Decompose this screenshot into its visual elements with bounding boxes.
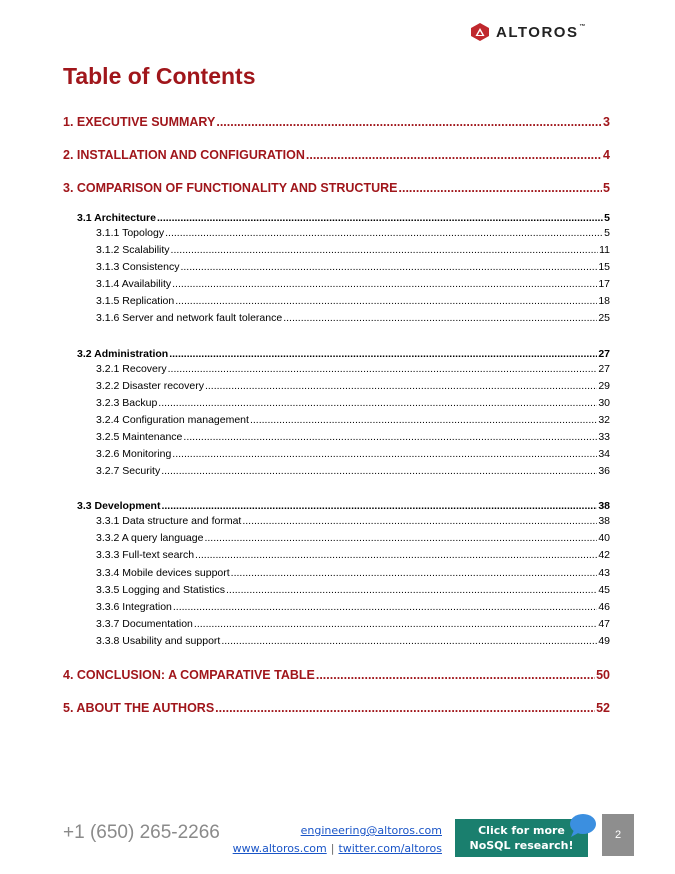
toc-entry-title: 3.1.3 Consistency [96,261,180,274]
toc-entry[interactable] [63,181,610,195]
footer-links [233,822,442,858]
toc-entry[interactable] [63,395,610,411]
toc-entry[interactable] [63,378,610,394]
toc-dot-leader [161,500,597,512]
toc-entry-page: 5 [603,181,610,195]
toc-dot-leader [221,633,597,649]
cta-line-1: Click for more [478,824,565,837]
toc-entry-page: 40 [598,532,610,545]
toc-entry[interactable] [63,276,610,292]
toc-entry[interactable] [63,565,610,581]
toc-entry-page: 5 [604,212,610,224]
toc-entry-title: 3.3.2 A query language [96,532,204,545]
toc-entry[interactable] [63,361,610,377]
toc-dot-leader [226,582,597,598]
altoros-logo-icon [470,22,490,42]
toc-entry[interactable] [63,259,610,275]
toc-entry-page: 34 [598,448,610,461]
toc-entry-title: 1. EXECUTIVE SUMMARY [63,115,216,129]
toc-entry-page: 47 [598,617,610,630]
website-link[interactable]: www.altoros.com [232,842,327,855]
altoros-logo [470,22,587,42]
toc-entry-title: 3.1.2 Scalability [96,244,170,257]
toc-entry-title: 3.1.1 Topology [96,227,165,239]
toc-dot-leader [180,259,597,275]
toc-dot-leader [316,668,595,682]
email-link[interactable]: engineering@altoros.com [300,824,442,837]
toc-entry-title: 3.3.5 Logging and Statistics [96,583,226,596]
toc-dot-leader [231,565,598,581]
page-number: 2 [602,814,634,856]
toc-entry-page: 33 [598,430,610,443]
toc-entry-page: 15 [598,261,610,274]
toc-entry-title: 3.3.1 Data structure and format [96,515,242,528]
toc-entry-page: 27 [598,362,610,375]
toc-entry-page: 5 [604,227,610,239]
toc-entry-title: 5. ABOUT THE AUTHORS [63,700,215,715]
toc-entry-title: 3.3.3 Full-text search [96,549,195,562]
toc-entry[interactable] [63,293,610,309]
toc-entry-page: 43 [598,566,610,579]
toc-entry-title: 3.3 Development [77,500,161,513]
toc-entry-page: 18 [598,295,610,308]
toc-entry-title: 3.3.6 Integration [96,600,172,613]
toc-entry-title: 3.2.7 Security [96,465,161,478]
toc-entry-page: 42 [598,549,610,562]
toc-dot-leader [169,348,597,360]
toc-entry-page: 30 [598,396,610,409]
toc-dot-leader [204,530,597,546]
phone-number: +1 (650) 265-2266 [63,822,220,843]
toc-dot-leader [195,547,597,563]
toc-entry[interactable] [63,513,610,529]
toc-entry[interactable] [63,348,610,360]
toc-entry-page: 11 [599,244,610,257]
toc-entry[interactable] [63,242,610,258]
toc-entry-title: 4. CONCLUSION: A COMPARATIVE TABLE [63,667,315,682]
toc-dot-leader [216,115,602,129]
toc-dot-leader [161,463,597,479]
toc-entry-title: 3.1.6 Server and network fault tolerance [96,312,283,325]
toc-entry-page: 29 [598,379,610,392]
toc-entry-page: 45 [598,583,610,596]
toc-entry[interactable] [63,530,610,546]
chat-bubble-icon [568,813,596,837]
toc-entry-title: 3.2.3 Backup [96,396,158,409]
page-title: Table of Contents [63,63,256,89]
toc-entry-title: 3.2.1 Recovery [96,362,167,375]
toc-dot-leader [168,361,598,377]
toc-entry[interactable] [63,633,610,649]
toc-entry-title: 3.2 Administration [77,347,169,360]
toc-entry[interactable] [63,310,610,326]
toc-entry-title: 3.2.5 Maintenance [96,430,183,443]
toc-entry-page: 46 [598,600,610,613]
toc-dot-leader [165,225,603,241]
toc-entry-page: 32 [598,413,610,426]
toc-entry-title: 3.3.4 Mobile devices support [96,566,230,579]
twitter-link[interactable]: twitter.com/altoros [338,842,442,855]
toc-entry-page: 4 [603,148,610,162]
link-separator: | [330,842,335,855]
toc-entry[interactable] [63,547,610,563]
toc-entry[interactable] [63,446,610,462]
toc-dot-leader [157,212,603,224]
toc-dot-leader [158,395,597,411]
toc-entry-page: 17 [598,278,610,291]
toc-entry-page: 50 [596,667,610,682]
toc-entry-title: 2. INSTALLATION AND CONFIGURATION [63,148,305,162]
toc-dot-leader [172,276,597,292]
table-of-contents [63,115,610,715]
toc-dot-leader [205,378,597,394]
toc-entry-title: 3.1.5 Replication [96,295,175,308]
toc-dot-leader [173,599,597,615]
toc-entry-page: 38 [598,500,610,513]
toc-entry[interactable] [63,668,610,682]
toc-entry-title: 3.2.2 Disaster recovery [96,379,204,392]
toc-entry-page: 27 [598,347,610,360]
toc-entry[interactable] [63,616,610,632]
toc-entry[interactable] [63,463,610,479]
toc-entry[interactable] [63,500,610,512]
toc-dot-leader [399,181,603,195]
toc-dot-leader [183,429,597,445]
toc-entry-title: 3.2.6 Monitoring [96,448,172,461]
toc-entry-title: 3. COMPARISON OF FUNCTIONALITY AND STRUCTURE [63,181,398,195]
toc-entry[interactable] [63,225,610,241]
toc-entry[interactable] [63,212,610,224]
toc-entry-title: 3.3.8 Usability and support [96,634,221,647]
toc-entry[interactable] [63,599,610,615]
cta-line-2: NoSQL research! [469,839,574,852]
toc-dot-leader [194,616,597,632]
toc-entry-page: 52 [596,700,610,715]
toc-entry[interactable] [63,148,610,162]
toc-entry-page: 38 [598,515,610,528]
toc-dot-leader [215,701,595,715]
toc-entry[interactable] [63,582,610,598]
toc-dot-leader [172,446,597,462]
toc-entry[interactable] [63,429,610,445]
toc-entry-title: 3.2.4 Configuration management [96,413,249,426]
toc-entry[interactable] [63,115,610,129]
toc-entry-page: 3 [603,115,610,129]
toc-dot-leader [306,148,602,162]
toc-dot-leader [250,412,597,428]
toc-dot-leader [171,242,599,258]
toc-dot-leader [283,310,597,326]
toc-entry-title: 3.3.7 Documentation [96,617,193,630]
toc-entry-page: 25 [598,312,610,325]
toc-dot-leader [175,293,597,309]
toc-entry-title: 3.1 Architecture [77,212,156,224]
logo-text: ALTOROS™ [496,23,587,41]
toc-entry[interactable] [63,412,610,428]
toc-entry-page: 49 [598,634,610,647]
toc-entry-page: 36 [598,465,610,478]
toc-dot-leader [242,513,597,529]
toc-entry[interactable] [63,701,610,715]
toc-entry-title: 3.1.4 Availability [96,278,172,291]
